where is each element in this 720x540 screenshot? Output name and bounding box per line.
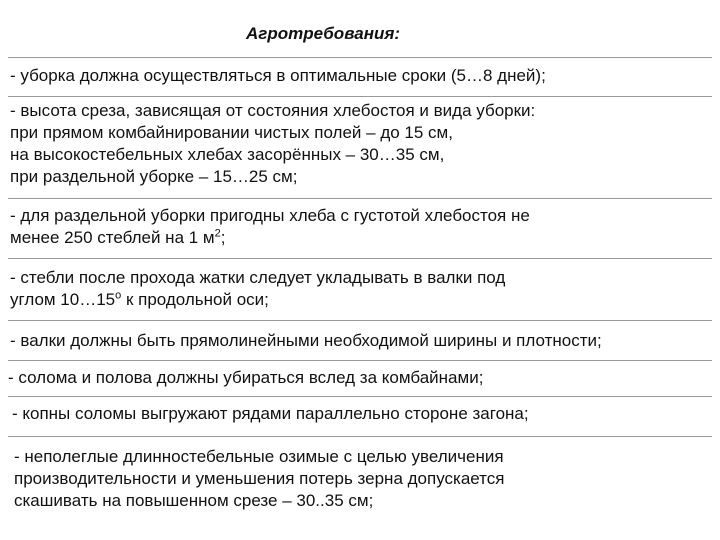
divider bbox=[8, 96, 712, 97]
item-line-text: менее 250 стеблей на 1 м bbox=[10, 228, 215, 247]
divider bbox=[8, 57, 712, 58]
item-line: производительности и уменьшения потерь зерна допускается bbox=[14, 469, 505, 488]
list-item bbox=[8, 367, 483, 389]
item-line bbox=[10, 227, 530, 249]
divider bbox=[8, 320, 712, 321]
list-item bbox=[10, 100, 535, 188]
divider bbox=[8, 258, 712, 259]
list-item bbox=[12, 403, 529, 425]
item-line-text: ; bbox=[220, 228, 226, 247]
item-line: - валки должны быть прямолинейными необходимой ширины и плотности; bbox=[10, 331, 602, 350]
item-line bbox=[10, 289, 505, 311]
item-line: - солома и полова должны убираться вслед за комбайнами; bbox=[8, 368, 484, 387]
item-line: - неполеглые длинностебельные озимые с целью увеличения bbox=[14, 447, 504, 466]
item-line-text: к продольной оси; bbox=[121, 290, 269, 309]
list-item bbox=[10, 330, 602, 352]
item-line: - для раздельной уборки пригодны хлеба с густотой хлебостоя не bbox=[10, 206, 530, 225]
item-line: на высокостебельных хлебах засорённых – 30…35 см, bbox=[10, 145, 445, 164]
item-line: - копны соломы выгружают рядами параллельно стороне загона; bbox=[12, 404, 529, 423]
item-line: - уборка должна осуществляться в оптимальные сроки (5…8 дней); bbox=[10, 66, 546, 85]
superscript: 2 bbox=[214, 227, 221, 240]
divider bbox=[8, 198, 712, 199]
item-line: при раздельной уборке – 15…25 см; bbox=[10, 167, 298, 186]
list-item bbox=[10, 267, 505, 311]
page-title: Агротребования: bbox=[246, 24, 401, 43]
divider bbox=[8, 396, 712, 397]
list-item bbox=[14, 446, 504, 512]
list-item bbox=[10, 65, 546, 87]
divider bbox=[8, 436, 712, 437]
item-line: - стебли после прохода жатки следует укладывать в валки под bbox=[10, 268, 506, 287]
item-line-text: углом 10…15 bbox=[10, 290, 116, 309]
item-line: при прямом комбайнировании чистых полей – до 15 см, bbox=[10, 123, 453, 142]
superscript: о bbox=[115, 289, 122, 302]
list-item bbox=[10, 205, 530, 249]
item-line: скашивать на повышенном срезе – 30..35 см; bbox=[14, 491, 374, 510]
item-line: - высота среза, зависящая от состояния хлебостоя и вида уборки: bbox=[10, 101, 536, 120]
divider bbox=[8, 360, 712, 361]
